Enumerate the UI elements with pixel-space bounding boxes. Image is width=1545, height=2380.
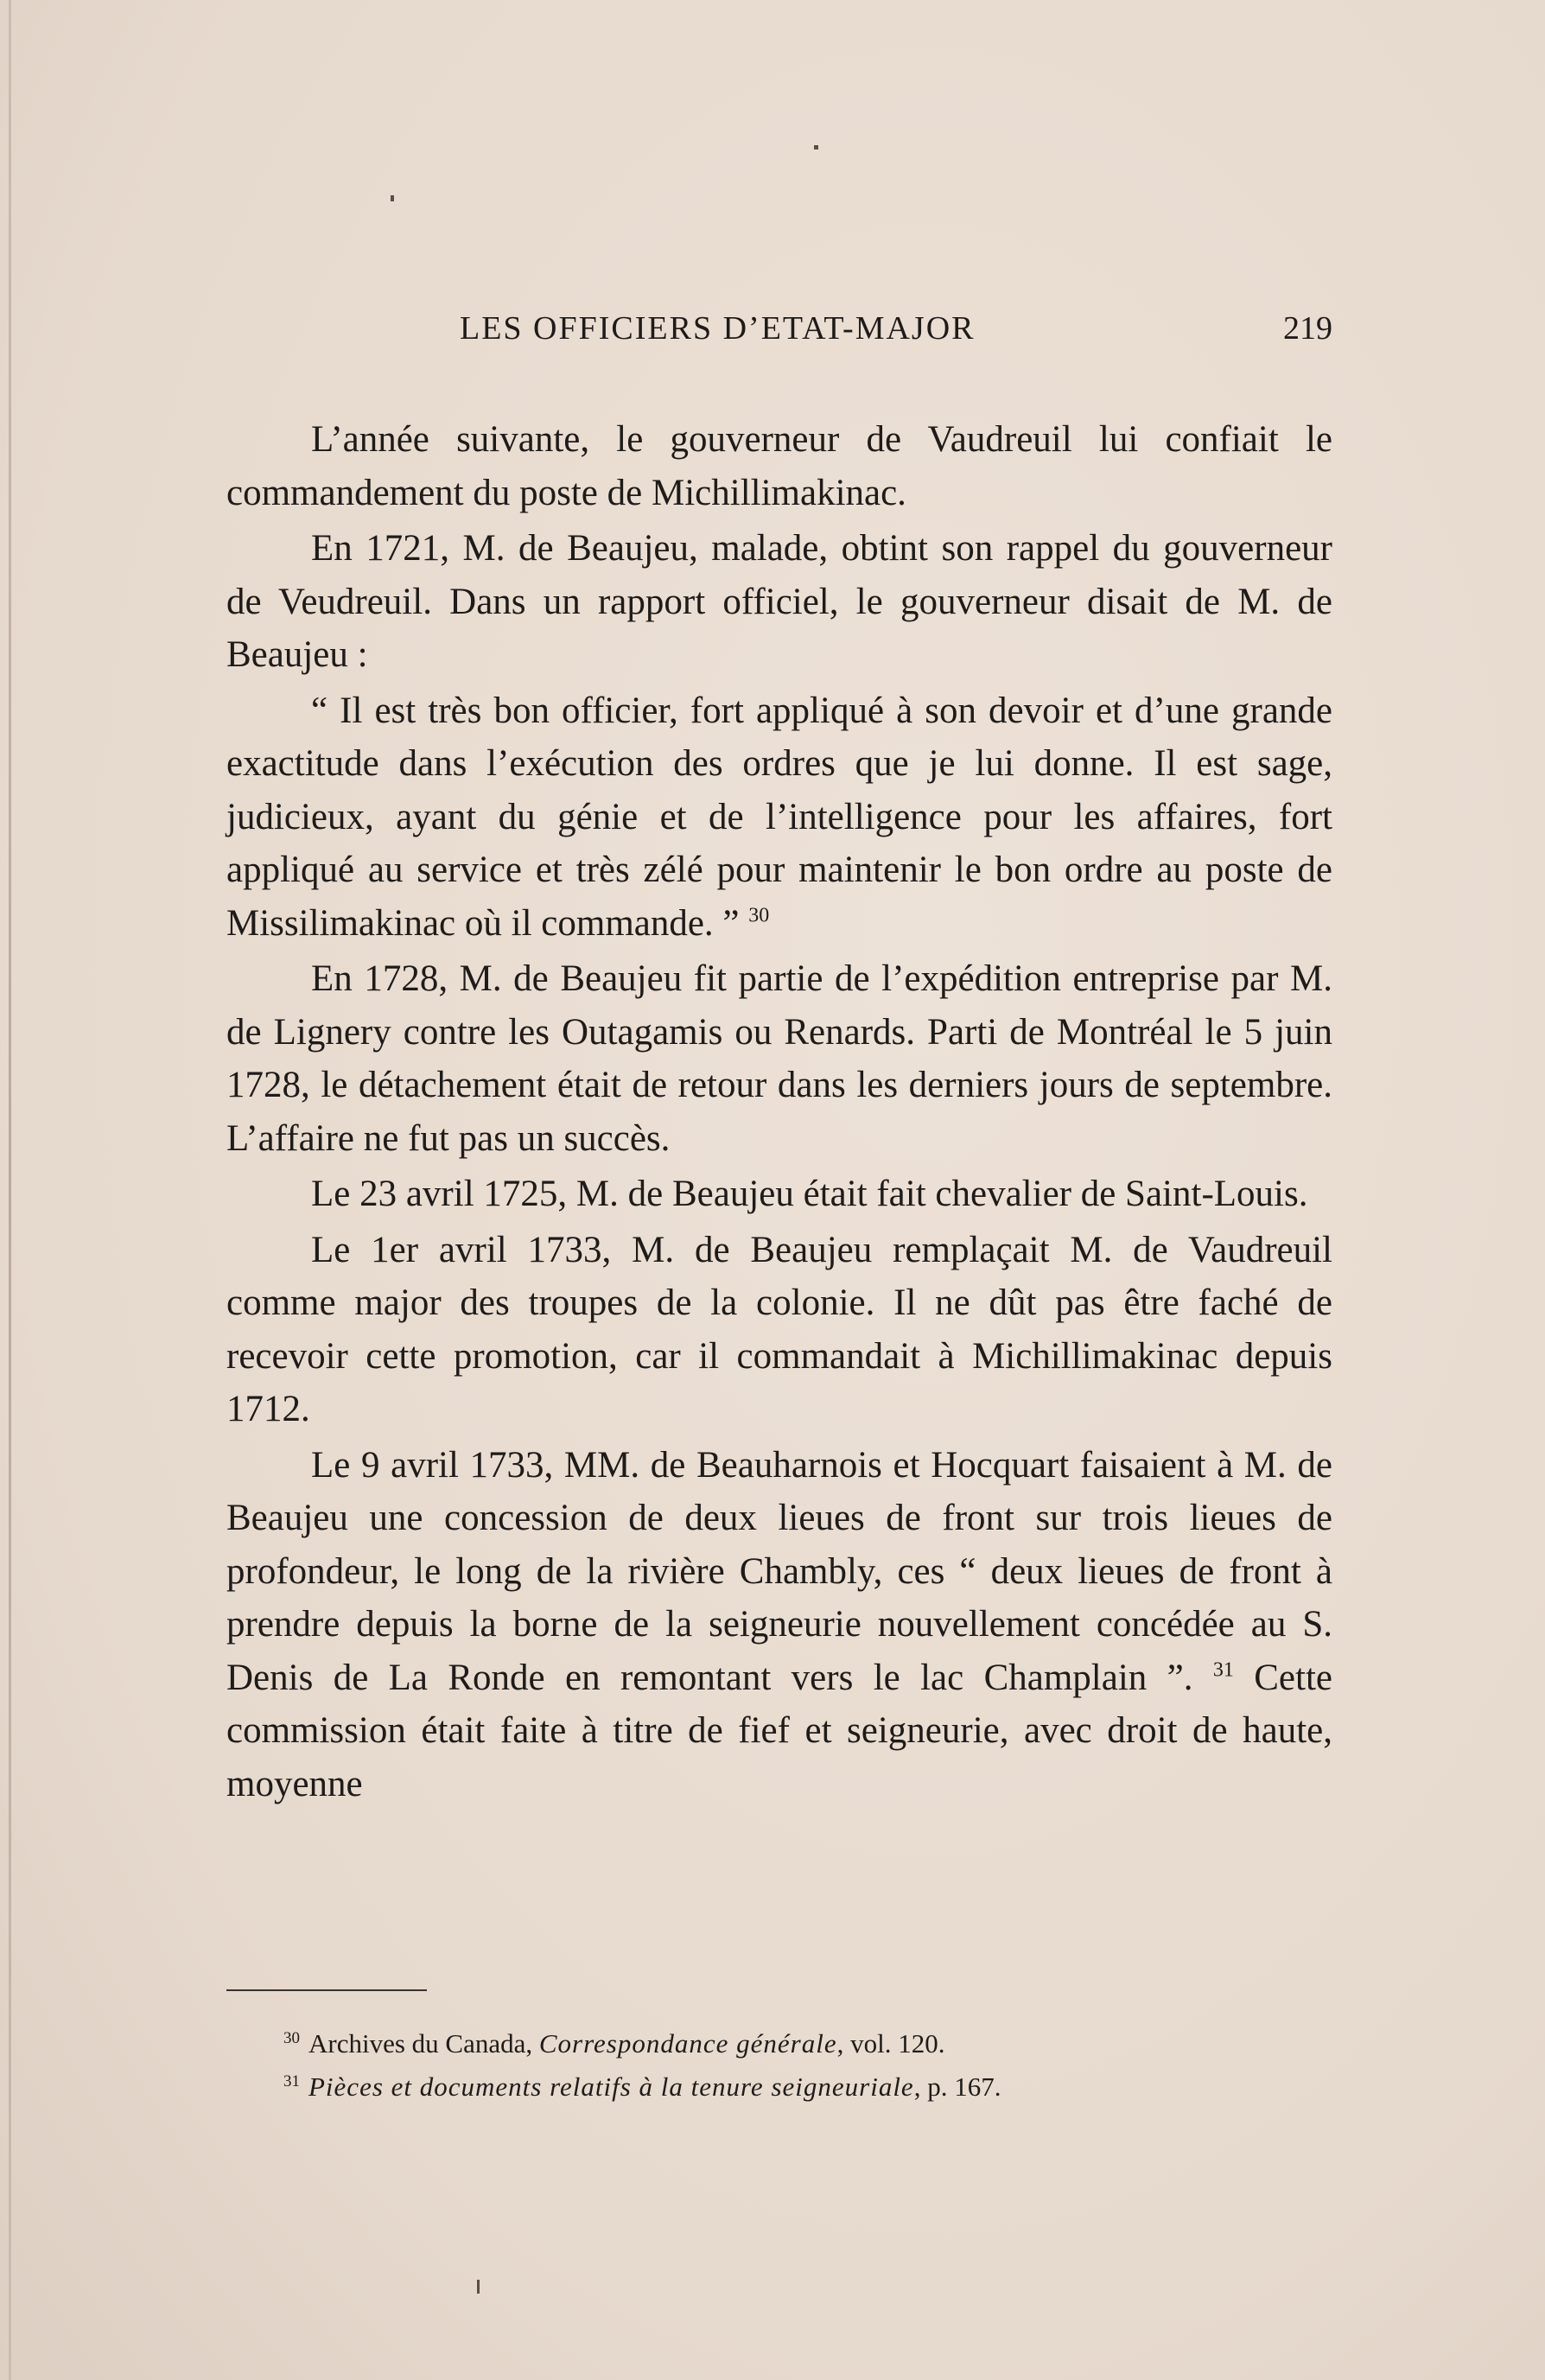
- paragraph-text: Cette commission était faite à titre de fief et seigneurie, avec droit de haute, moyenne: [226, 1657, 1332, 1804]
- footnotes: [283, 2022, 1320, 2109]
- binding-edge: [9, 0, 11, 2380]
- footnote-text: , p. 167.: [913, 2071, 1001, 2102]
- footnote-number: 30: [283, 2028, 300, 2047]
- footnote: [283, 2065, 1320, 2109]
- footnote-rule: [226, 1989, 427, 1991]
- page-number: 219: [1283, 310, 1332, 347]
- paragraph: En 1721, M. de Beaujeu, malade, obtint son rappel du gouverneur de Veudreuil. Dans un rapport officiel, le gouverneur disait de M. de Beaujeu :: [226, 528, 1332, 675]
- paragraph: En 1728, M. de Beaujeu fit partie de l’expédition entreprise par M. de Lignery contre les Outagamis ou Renards. Parti de Montréal le 5 juin 1728, le détachement était de retour dans les derniers jours de septembre. L’affaire ne fut pas un succès.: [226, 958, 1332, 1159]
- footnote-title: Pièces et documents relatifs à la tenure seigneuriale: [308, 2071, 914, 2102]
- paper-speck: [391, 195, 394, 201]
- paper-speck: [814, 145, 818, 150]
- paragraph: Le 23 avril 1725, M. de Beaujeu était fait chevalier de Saint-Louis.: [311, 1174, 1308, 1214]
- footnote-number: 31: [283, 2071, 300, 2090]
- page-header: [226, 309, 1332, 358]
- footnote-reference: 31: [1212, 1658, 1234, 1682]
- paragraph-text: Le 9 avril 1733, MM. de Beauharnois et Hocquart faisaient à M. de Beaujeu une concession de deux lieues de front sur trois lieues de profondeur, le long de la rivière Chambly, ces “ deux lieues de front à prendre depuis la borne de la seigneurie nouvellement concédée au S. Denis de La Ronde en remontant vers le lac Champlain ”.: [226, 1444, 1332, 1698]
- footnote-text: , vol. 120.: [836, 2028, 945, 2059]
- footnote-title: Correspondance générale: [538, 2028, 837, 2059]
- paragraph: [226, 684, 1332, 951]
- footnote-reference: 30: [748, 904, 770, 927]
- paragraph: Le 1er avril 1733, M. de Beaujeu remplaçait M. de Vaudreuil comme major des troupes de la colonie. Il ne dût pas être faché de recevoir cette promotion, car il commandait à Michillimakinac depuis 1712.: [226, 1229, 1332, 1429]
- footnote: [283, 2022, 1320, 2065]
- paragraph: [226, 1439, 1332, 1811]
- body-text: [226, 413, 1332, 1813]
- paragraph: L’année suivante, le gouverneur de Vaudreuil lui confiait le commandement du poste de Michillimakinac.: [226, 419, 1332, 513]
- footnote-text: Archives du Canada,: [308, 2028, 539, 2059]
- paper-speck: [477, 2280, 480, 2294]
- quotation-text: “ Il est très bon officier, fort appliqué à son devoir et d’une grande exactitude dans l’exécution des ordres que je lui donne. Il est sage, judicieux, ayant du génie et de l’intelligence pour les affaires, fort appliqué au service et très zélé pour maintenir le bon ordre au poste de Missilimakinac où il commande. ”: [226, 690, 1332, 944]
- running-title: LES OFFICIERS D’ETAT-MAJOR: [460, 310, 976, 347]
